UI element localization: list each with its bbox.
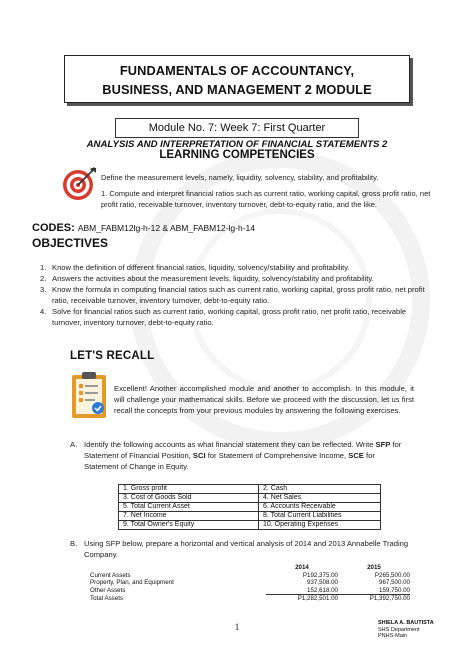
exercise-b-text: Using SFP below, prepare a horizontal and vertical analysis of 2014 and 2013 Annabelle Trading Company.	[84, 539, 409, 559]
title-box	[64, 55, 410, 103]
row-label: Current Assets	[90, 571, 131, 579]
analysis-title: ANALYSIS AND INTERPRETATION OF FINANCIAL STATEMENTS 2	[86, 139, 388, 150]
value-2015: P1,392,750.00	[369, 595, 410, 602]
author-department: SHS Department	[378, 626, 420, 633]
accounts-table	[118, 484, 381, 530]
table-cell: 8. Total Current Liabilities	[259, 512, 381, 521]
objective-number: 1.	[40, 263, 47, 272]
objective-item	[40, 262, 430, 273]
objective-text: Solve for financial ratios such as current ratio, working capital, gross profit ratio, net profit ratio, receivable turnover, inventory turnover, debt-to-equity ratio.	[52, 307, 407, 327]
table-cell: 10. Operating Expenses	[259, 521, 381, 530]
table-cell: 5. Total Current Asset	[119, 503, 259, 512]
table-row	[119, 503, 381, 512]
value-2015: 967,500.00	[379, 579, 410, 586]
sfp-abbrev: SFP	[375, 440, 391, 449]
sce-abbrev: SCE	[348, 451, 364, 460]
year-2014: 2014	[295, 564, 309, 571]
value-2014: P1,282,501.00	[297, 595, 338, 602]
table-cell: 1. Gross profit	[119, 485, 259, 494]
objective-text: Answers the activities about the measurement levels, liquidity, solvency/stability and profitability.	[52, 274, 374, 283]
table-row	[90, 579, 410, 587]
exercise-a-text-part: for Statement of Comprehensive Income,	[205, 451, 349, 460]
table-row	[119, 512, 381, 521]
row-label: Total Assets	[90, 595, 124, 602]
objective-text: Know the definition of different financial ratios, liquidity, solvency/stability and profitability.	[52, 263, 350, 272]
competency-compute: 1. Compute and interpret financial ratios such as current ratio, working capital, gross profit ratio, net profit ratio, receivable turnover, inventory turnover, debt-to-equity ratio, and the like.	[101, 189, 431, 209]
module-label: Module No. 7: Week 7: First Quarter	[115, 118, 359, 138]
value-2014: 152,618.00	[266, 587, 338, 596]
objective-item	[40, 284, 430, 306]
value-2015: P265,500.00	[374, 571, 410, 579]
table-cell: 6. Accounts Receivable	[259, 503, 381, 512]
exercise-a-label: A.	[70, 440, 78, 449]
exercise-a	[70, 439, 410, 472]
financial-position-table	[90, 564, 410, 603]
author-name: SHIELA A. BAUTISTA	[378, 620, 434, 626]
exercise-a-text-part: for Statement of Change in Equity.	[84, 451, 375, 471]
sci-abbrev: SCI	[192, 451, 206, 460]
table-row	[119, 521, 381, 530]
objective-number: 2.	[40, 274, 47, 283]
author-school: PNHS-Main	[378, 633, 408, 639]
exercise-a-text	[84, 439, 410, 472]
table-row	[119, 494, 381, 503]
row-label: Property, Plan, and Equipment	[90, 579, 174, 586]
codes-label: CODES:	[32, 222, 75, 234]
lets-recall-title: LET'S RECALL	[70, 350, 155, 362]
learning-competencies-title: LEARNING COMPETENCIES	[159, 149, 315, 161]
value-2014: P192,375.00	[302, 571, 338, 579]
recall-paragraph: Excellent! Another accomplished module and another to accomplish. In this module, it will challenge your mathematical skills. Before we proceed with the discussion, let us first recall the concepts from your previous modules by answering the following exercises.	[114, 384, 414, 415]
table-cell: 3. Cost of Goods Sold	[119, 494, 259, 503]
table-row	[90, 572, 410, 580]
exercise-a-text-part: for Statement of Financial Position,	[84, 440, 402, 460]
exercise-b-label: B.	[70, 539, 78, 548]
year-header-row	[90, 564, 410, 572]
objective-text: Know the formula in computing financial ratios such as current ratio, working capital, gross profit ratio, net profit ratio, receivable turnover, inventory turnover, debt-to-equity ratio.	[52, 285, 425, 305]
table-cell: 9. Total Owner's Equity	[119, 521, 259, 530]
codes-line	[32, 222, 255, 234]
table-row	[90, 587, 410, 596]
table-row	[90, 595, 410, 603]
year-2015: 2015	[367, 564, 381, 571]
objective-item	[40, 306, 430, 328]
table-cell: 2. Cash	[259, 485, 381, 494]
target-icon	[62, 166, 98, 202]
objective-item	[40, 273, 430, 284]
clipboard-checklist-icon	[70, 370, 110, 420]
codes-value: ABM_FABM12lg-h-12 & ABM_FABM12-lg-h-14	[77, 223, 256, 233]
objectives-title: OBJECTIVES	[32, 236, 109, 250]
page-number: 1	[234, 622, 240, 632]
author-signature	[378, 620, 434, 640]
objectives-list	[40, 262, 430, 328]
exercise-b	[70, 538, 410, 560]
table-row	[119, 485, 381, 494]
objective-number: 3.	[40, 285, 47, 294]
table-cell: 4. Net Sales	[259, 494, 381, 503]
title-line-1: FUNDAMENTALS OF ACCOUNTANCY,	[119, 63, 355, 78]
title-line-2: BUSINESS, AND MANAGEMENT 2 MODULE	[102, 82, 372, 97]
value-2014: 937,508.00	[307, 579, 338, 586]
value-2015: 159,750.00	[338, 587, 410, 596]
exercise-a-text-part: Identify the following accounts as what financial statement they can be reflected. Write	[84, 440, 376, 449]
table-cell: 7. Net Income	[119, 512, 259, 521]
row-label: Other Assets	[90, 586, 126, 594]
competency-definition: Define the measurement levels, namely, liquidity, solvency, stability, and profitability.	[101, 173, 379, 182]
objective-number: 4.	[40, 307, 47, 316]
